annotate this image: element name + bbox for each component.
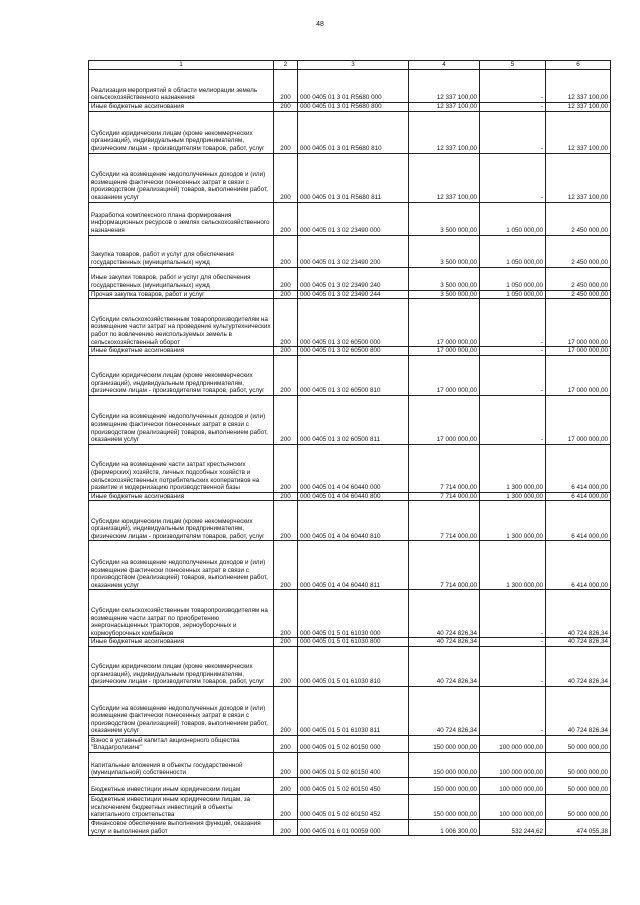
- table-row: [89, 819, 611, 835]
- row-approved-amount: 150 000 000,00: [409, 794, 480, 819]
- row-classification: 000 0405 01 4 04 60440 000: [298, 444, 409, 492]
- row-name: Капитальные вложения в объекты государственной (муниципальной) собственности: [89, 752, 274, 777]
- row-name: Взнос в уставный капитал акционерного общества "Владагролизинг": [89, 735, 274, 752]
- row-approved-amount: 12 337 100,00: [409, 103, 480, 112]
- table-row: [89, 347, 611, 356]
- row-final-amount: 17 000 000,00: [546, 395, 611, 444]
- row-final-amount: 12 337 100,00: [546, 153, 611, 202]
- header-col-3: 3: [298, 61, 409, 70]
- row-name: Субсидии юридическим лицам (кроме некоммерческих организаций), индивидуальным предпринимателям, физическим лицам - производителям товаров, работ, услуг: [89, 501, 274, 541]
- row-reduction-amount: -: [480, 646, 546, 686]
- table-row: [89, 752, 611, 777]
- row-classification: 000 0405 01 5 02 60150 000: [298, 735, 409, 752]
- row-code: 200: [274, 153, 298, 202]
- row-classification: 000 0405 01 3 01 R5680 000: [298, 70, 409, 103]
- row-code: 200: [274, 70, 298, 103]
- table-body: [89, 70, 611, 836]
- row-final-amount: 6 414 000,00: [546, 541, 611, 590]
- row-final-amount: 50 000 000,00: [546, 752, 611, 777]
- row-approved-amount: 12 337 100,00: [409, 111, 480, 153]
- row-code: 200: [274, 819, 298, 835]
- row-name: Субсидии на возмещение части затрат крестьянских (фермерских) хозяйств, личных подсобных хозяйств и сельскохозяйственных потребительских кооперативов на развитие и модернизацию производственной базы: [89, 444, 274, 492]
- row-reduction-amount: 1 300 000,00: [480, 492, 546, 501]
- row-classification: 000 0405 01 5 01 61030 000: [298, 590, 409, 638]
- row-final-amount: 50 000 000,00: [546, 777, 611, 794]
- row-classification: 000 0405 01 5 01 61030 800: [298, 638, 409, 647]
- row-classification: 000 0405 01 5 01 61030 810: [298, 646, 409, 686]
- row-final-amount: 17 000 000,00: [546, 299, 611, 347]
- row-classification: 000 0405 01 3 02 60500 810: [298, 355, 409, 395]
- row-code: 200: [274, 777, 298, 794]
- row-code: 200: [274, 111, 298, 153]
- row-final-amount: 2 450 000,00: [546, 290, 611, 299]
- row-approved-amount: 150 000 000,00: [409, 735, 480, 752]
- row-code: 200: [274, 103, 298, 112]
- row-final-amount: 50 000 000,00: [546, 735, 611, 752]
- row-final-amount: 2 450 000,00: [546, 202, 611, 235]
- row-reduction-amount: 1 050 000,00: [480, 202, 546, 235]
- row-approved-amount: 7 714 000,00: [409, 541, 480, 590]
- row-name: Бюджетные инвестиции иным юридическим лицам: [89, 777, 274, 794]
- header-row: [89, 61, 611, 70]
- row-final-amount: 6 414 000,00: [546, 444, 611, 492]
- header-col-5: 5: [480, 61, 546, 70]
- row-classification: 000 0405 01 3 01 R5680 810: [298, 111, 409, 153]
- row-classification: 000 0405 01 5 02 60150 400: [298, 752, 409, 777]
- row-reduction-amount: 100 000 000,00: [480, 794, 546, 819]
- table-row: [89, 541, 611, 590]
- row-reduction-amount: 100 000 000,00: [480, 752, 546, 777]
- row-classification: 000 0405 01 3 02 23490 244: [298, 290, 409, 299]
- row-approved-amount: 12 337 100,00: [409, 70, 480, 103]
- header-col-4: 4: [409, 61, 480, 70]
- row-name: Прочая закупка товаров, работ и услуг: [89, 290, 274, 299]
- row-approved-amount: 40 724 826,34: [409, 638, 480, 647]
- table-row: [89, 735, 611, 752]
- row-code: 200: [274, 235, 298, 267]
- row-classification: 000 0405 01 3 01 R5680 800: [298, 103, 409, 112]
- row-code: 200: [274, 290, 298, 299]
- row-name: Иные закупки товаров, работ и услуг для обеспечения государственных (муниципальных) нужд: [89, 267, 274, 290]
- row-approved-amount: 12 337 100,00: [409, 153, 480, 202]
- table-row: [89, 111, 611, 153]
- row-classification: 000 0405 01 5 01 61030 811: [298, 686, 409, 735]
- row-name: Финансовое обеспечение выполнения функций, оказания услуг и выполнения работ: [89, 819, 274, 835]
- row-classification: 000 0405 01 3 02 60500 811: [298, 395, 409, 444]
- table-row: [89, 267, 611, 290]
- table-row: [89, 501, 611, 541]
- row-classification: 000 0405 01 6 01 00059 000: [298, 819, 409, 835]
- row-reduction-amount: -: [480, 111, 546, 153]
- row-final-amount: 40 724 826,34: [546, 646, 611, 686]
- row-code: 200: [274, 492, 298, 501]
- row-classification: 000 0405 01 3 02 60500 000: [298, 299, 409, 347]
- table-row: [89, 202, 611, 235]
- row-final-amount: 6 414 000,00: [546, 501, 611, 541]
- row-classification: 000 0405 01 3 02 23490 200: [298, 235, 409, 267]
- header-col-2: 2: [274, 61, 298, 70]
- row-classification: 000 0405 01 4 04 60440 800: [298, 492, 409, 501]
- table-row: [89, 395, 611, 444]
- row-final-amount: 40 724 826,34: [546, 590, 611, 638]
- row-code: 200: [274, 638, 298, 647]
- row-code: 200: [274, 347, 298, 356]
- table-row: [89, 444, 611, 492]
- row-name: Субсидии на возмещение недополученных доходов и (или) возмещение фактически понесенных затрат в связи с производством (реализацией) товаров, выполнением работ, оказанием услуг: [89, 153, 274, 202]
- table-row: [89, 103, 611, 112]
- table-row: [89, 777, 611, 794]
- row-final-amount: 17 000 000,00: [546, 355, 611, 395]
- row-name: Иные бюджетные ассигнования: [89, 638, 274, 647]
- row-name: Бюджетные инвестиции иным юридическим лицам, за исключением бюджетных инвестиций в объекты капитального строительства: [89, 794, 274, 819]
- row-final-amount: 40 724 826,34: [546, 638, 611, 647]
- row-final-amount: 2 450 000,00: [546, 235, 611, 267]
- row-reduction-amount: 1 050 000,00: [480, 267, 546, 290]
- budget-table: [88, 60, 611, 836]
- row-approved-amount: 3 500 000,00: [409, 290, 480, 299]
- table-row: [89, 492, 611, 501]
- row-approved-amount: 17 000 000,00: [409, 347, 480, 356]
- row-reduction-amount: -: [480, 395, 546, 444]
- row-approved-amount: 17 000 000,00: [409, 395, 480, 444]
- row-reduction-amount: -: [480, 153, 546, 202]
- row-code: 200: [274, 686, 298, 735]
- row-approved-amount: 3 500 000,00: [409, 235, 480, 267]
- row-final-amount: 6 414 000,00: [546, 492, 611, 501]
- row-code: 200: [274, 267, 298, 290]
- row-final-amount: 474 055,38: [546, 819, 611, 835]
- row-name: Субсидии юридическим лицам (кроме некоммерческих организаций), индивидуальным предпринимателям, физическим лицам - производителям товаров, работ, услуг: [89, 646, 274, 686]
- row-final-amount: 17 000 000,00: [546, 347, 611, 356]
- row-code: 200: [274, 541, 298, 590]
- header-col-6: 6: [546, 61, 611, 70]
- row-code: 200: [274, 395, 298, 444]
- row-name: Субсидии сельскохозяйственным товаропроизводителям на возмещение части затрат по приобретению энергонасыщенных тракторов, зерноуборочных и кормоуборочных комбайнов: [89, 590, 274, 638]
- row-classification: 000 0405 01 3 02 60500 800: [298, 347, 409, 356]
- row-classification: 000 0405 01 4 04 60440 811: [298, 541, 409, 590]
- row-approved-amount: 17 000 000,00: [409, 299, 480, 347]
- row-approved-amount: 1 006 300,00: [409, 819, 480, 835]
- row-classification: 000 0405 01 5 02 60150 450: [298, 777, 409, 794]
- row-code: 200: [274, 299, 298, 347]
- table-row: [89, 638, 611, 647]
- row-final-amount: 12 337 100,00: [546, 111, 611, 153]
- row-name: Иные бюджетные ассигнования: [89, 347, 274, 356]
- row-code: 200: [274, 444, 298, 492]
- row-name: Субсидии юридическим лицам (кроме некоммерческих организаций), индивидуальным предпринимателям, физическим лицам - производителям товаров, работ, услуг: [89, 111, 274, 153]
- row-final-amount: 50 000 000,00: [546, 794, 611, 819]
- row-reduction-amount: 1 300 000,00: [480, 501, 546, 541]
- row-approved-amount: 40 724 826,34: [409, 590, 480, 638]
- row-name: Иные бюджетные ассигнования: [89, 492, 274, 501]
- table-row: [89, 70, 611, 103]
- row-final-amount: 12 337 100,00: [546, 103, 611, 112]
- row-classification: 000 0405 01 3 01 R5680 811: [298, 153, 409, 202]
- row-code: 200: [274, 646, 298, 686]
- row-code: 200: [274, 501, 298, 541]
- row-code: 200: [274, 355, 298, 395]
- row-classification: 000 0405 01 4 04 60440 810: [298, 501, 409, 541]
- row-reduction-amount: 532 244,62: [480, 819, 546, 835]
- row-name: Закупка товаров, работ и услуг для обеспечения государственных (муниципальных) нужд: [89, 235, 274, 267]
- row-classification: 000 0405 01 3 02 23490 000: [298, 202, 409, 235]
- row-reduction-amount: -: [480, 638, 546, 647]
- row-reduction-amount: 1 300 000,00: [480, 541, 546, 590]
- table-row: [89, 646, 611, 686]
- row-approved-amount: 150 000 000,00: [409, 752, 480, 777]
- row-name: Разработка комплексного плана формирования информационных ресурсов о землях сельскохозяйственного назначения: [89, 202, 274, 235]
- table-header: [89, 61, 611, 70]
- page-number: 48: [316, 21, 324, 28]
- row-reduction-amount: 100 000 000,00: [480, 777, 546, 794]
- row-name: Субсидии юридическим лицам (кроме некоммерческих организаций), индивидуальным предпринимателям, физическим лицам - производителям товаров, работ, услуг: [89, 355, 274, 395]
- row-name: Субсидии на возмещение недополученных доходов и (или) возмещение фактически понесенных затрат в связи с производством (реализацией) товаров, выполнением работ, оказанием услуг: [89, 541, 274, 590]
- row-reduction-amount: -: [480, 103, 546, 112]
- row-reduction-amount: -: [480, 347, 546, 356]
- row-code: 200: [274, 752, 298, 777]
- row-approved-amount: 40 724 826,34: [409, 686, 480, 735]
- row-approved-amount: 17 000 000,00: [409, 355, 480, 395]
- row-reduction-amount: -: [480, 70, 546, 103]
- row-approved-amount: 3 500 000,00: [409, 202, 480, 235]
- table-row: [89, 299, 611, 347]
- row-reduction-amount: 1 050 000,00: [480, 290, 546, 299]
- table-row: [89, 153, 611, 202]
- row-reduction-amount: -: [480, 590, 546, 638]
- row-reduction-amount: -: [480, 686, 546, 735]
- row-reduction-amount: 1 050 000,00: [480, 235, 546, 267]
- row-approved-amount: 150 000 000,00: [409, 777, 480, 794]
- row-approved-amount: 40 724 826,34: [409, 646, 480, 686]
- row-reduction-amount: 100 000 000,00: [480, 735, 546, 752]
- row-final-amount: 2 450 000,00: [546, 267, 611, 290]
- table-row: [89, 686, 611, 735]
- row-final-amount: 40 724 826,34: [546, 686, 611, 735]
- row-name: Субсидии сельскохозяйственным товаропроизводителям на возмещение части затрат на проведение культуртехнических работ по вовлечению неиспользуемых земель в сельскохозяйственный оборот: [89, 299, 274, 347]
- row-name: Субсидии на возмещение недополученных доходов и (или) возмещение фактически понесенных затрат в связи с производством (реализацией) товаров, выполнением работ, оказанием услуг: [89, 686, 274, 735]
- row-name: Реализация мероприятий в области мелиорации земель сельскохозяйственного назначения: [89, 70, 274, 103]
- table-row: [89, 355, 611, 395]
- header-col-1: 1: [89, 61, 274, 70]
- row-reduction-amount: -: [480, 355, 546, 395]
- row-approved-amount: 7 714 000,00: [409, 501, 480, 541]
- row-reduction-amount: 1 300 000,00: [480, 444, 546, 492]
- row-classification: 000 0405 01 3 02 23490 240: [298, 267, 409, 290]
- row-classification: 000 0405 01 5 02 60150 452: [298, 794, 409, 819]
- row-name: Иные бюджетные ассигнования: [89, 103, 274, 112]
- table-row: [89, 235, 611, 267]
- row-code: 200: [274, 794, 298, 819]
- row-approved-amount: 3 500 000,00: [409, 267, 480, 290]
- row-code: 200: [274, 735, 298, 752]
- row-reduction-amount: -: [480, 299, 546, 347]
- row-approved-amount: 7 714 000,00: [409, 492, 480, 501]
- row-approved-amount: 7 714 000,00: [409, 444, 480, 492]
- table-row: [89, 290, 611, 299]
- row-code: 200: [274, 590, 298, 638]
- table-row: [89, 794, 611, 819]
- row-code: 200: [274, 202, 298, 235]
- row-name: Субсидии на возмещение недополученных доходов и (или) возмещение фактически понесенных затрат в связи с производством (реализацией) товаров, выполнением работ, оказанием услуг: [89, 395, 274, 444]
- table-row: [89, 590, 611, 638]
- row-final-amount: 12 337 100,00: [546, 70, 611, 103]
